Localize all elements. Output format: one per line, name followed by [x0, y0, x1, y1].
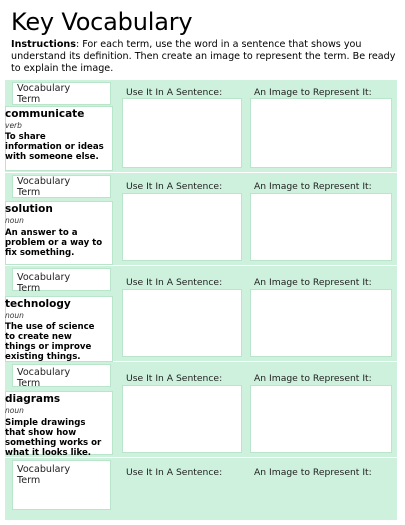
image-heading-3: An Image to Represent It: [254, 277, 372, 288]
term-definition-2: An answer to a problem or a way to fix something. [5, 228, 103, 258]
term-word-2: solution [5, 203, 53, 215]
sentence-heading-3: Use It In A Sentence: [126, 277, 223, 288]
image-box-3[interactable] [250, 289, 392, 357]
sentence-heading-5: Use It In A Sentence: [126, 467, 223, 478]
sentence-heading-1: Use It In A Sentence: [126, 87, 223, 98]
term-word-3: technology [5, 298, 71, 310]
image-heading-4: An Image to Represent It: [254, 373, 372, 384]
image-box-5[interactable] [250, 440, 392, 516]
term-pos-4: noun [5, 406, 24, 415]
term-definition-3: The use of science to create new things or improve existing things. [5, 322, 95, 362]
sentence-box-1[interactable] [122, 98, 242, 168]
image-box-1[interactable] [250, 98, 392, 168]
instructions-label: Instructions [11, 39, 76, 50]
image-heading-1: An Image to Represent It: [254, 87, 372, 98]
term-definition-4: Simple drawings that show how something works or what it looks like. [5, 418, 102, 458]
vocab-term-label-4: Vocabulary Term [17, 367, 71, 389]
term-pos-3: noun [5, 311, 24, 320]
instructions [11, 39, 396, 75]
term-pos-1: verb [5, 121, 22, 130]
vocab-term-label-3: Vocabulary Term [17, 272, 71, 294]
vocab-term-label-1: Vocabulary Term [17, 83, 71, 105]
term-word-1: communicate [5, 108, 85, 120]
sentence-box-2[interactable] [122, 193, 242, 261]
term-pos-2: noun [5, 216, 24, 225]
instructions-text: : For each term, use the word in a sentence that shows you understand its definition. Then create an image to represent the term. Be ready to explain the image. [11, 39, 396, 74]
image-box-2[interactable] [250, 193, 392, 261]
image-heading-2: An Image to Represent It: [254, 181, 372, 192]
vocab-term-label-2: Vocabulary Term [17, 176, 71, 198]
page-title: Key Vocabulary [11, 8, 193, 36]
term-definition-1: To share information or ideas with someone else. [5, 132, 104, 162]
sentence-heading-4: Use It In A Sentence: [126, 373, 223, 384]
sentence-box-3[interactable] [122, 289, 242, 357]
term-word-4: diagrams [5, 393, 61, 405]
sentence-box-5[interactable] [122, 440, 242, 516]
vocab-term-label-5: Vocabulary Term [17, 464, 71, 486]
image-heading-5: An Image to Represent It: [254, 467, 372, 478]
sentence-heading-2: Use It In A Sentence: [126, 181, 223, 192]
